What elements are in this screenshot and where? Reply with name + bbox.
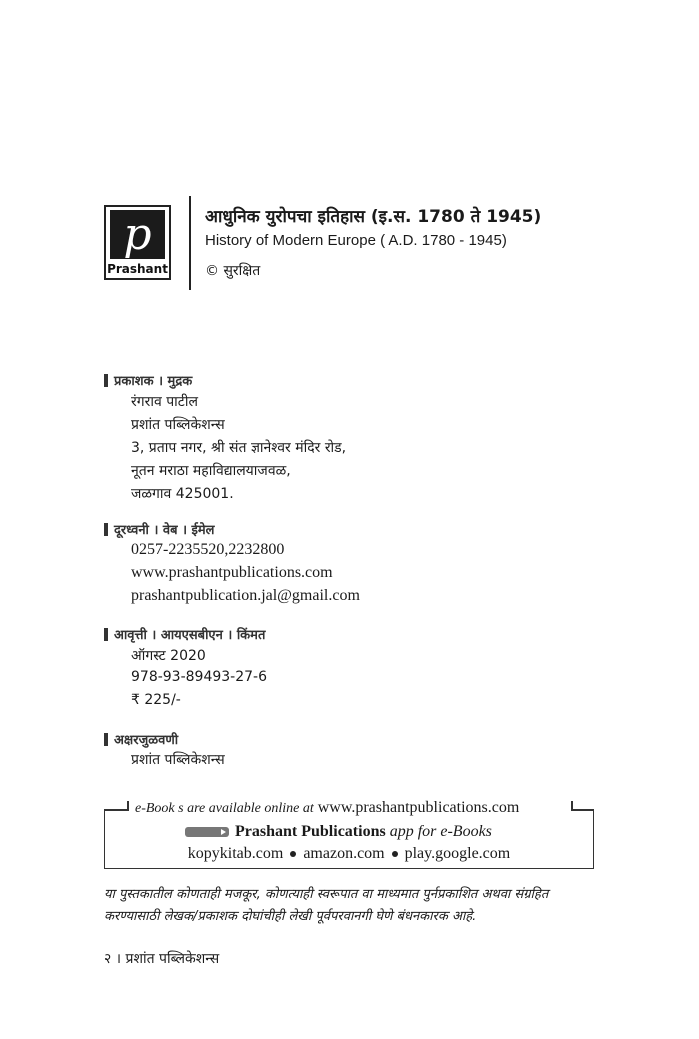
email-link[interactable]: prashantpublication.jal@gmail.com bbox=[131, 587, 360, 604]
ebook-app-text: app for e-Books bbox=[389, 823, 492, 840]
edition-heading bbox=[104, 625, 265, 643]
publisher-line: नूतन मराठा महाविद्यालयाजवळ, bbox=[131, 463, 291, 479]
section-marker bbox=[104, 374, 108, 387]
ebook-stores-line bbox=[104, 845, 594, 863]
store-link[interactable]: play.google.com bbox=[404, 845, 511, 862]
section-marker bbox=[104, 523, 108, 536]
bullet-icon bbox=[290, 851, 296, 857]
publisher-logo bbox=[104, 205, 171, 280]
ebook-brand: Prashant Publications bbox=[235, 823, 386, 840]
ebook-app-line bbox=[185, 823, 492, 841]
logo-wordmark: Prashant bbox=[107, 262, 168, 276]
copyright-notice: © सुरक्षित bbox=[205, 263, 261, 279]
publisher-line: प्रशांत पब्लिकेशन्स bbox=[131, 417, 225, 433]
store-link[interactable]: kopykitab.com bbox=[187, 845, 284, 862]
section-marker bbox=[104, 628, 108, 641]
typesetting-heading-text: अक्षरजुळवणी bbox=[114, 733, 179, 748]
publisher-line: 3, प्रताप नगर, श्री संत ज्ञानेश्वर मंदिर रोड, bbox=[131, 440, 347, 456]
header-divider bbox=[189, 196, 191, 290]
edition-date: ऑगस्ट 2020 bbox=[131, 648, 206, 664]
publisher-line: जळगाव 425001. bbox=[131, 486, 234, 502]
store-link[interactable]: amazon.com bbox=[303, 845, 385, 862]
page-footer: २ । प्रशांत पब्लिकेशन्स bbox=[104, 951, 220, 967]
ebook-intro-text: e-Book s are available online at bbox=[135, 801, 314, 816]
price: ₹ 225/- bbox=[131, 692, 181, 708]
contact-heading-text: दूरध्वनी । वेब । ईमेल bbox=[114, 523, 215, 538]
copyright-disclaimer: या पुस्तकातील कोणताही मजकूर, कोणत्याही स्वरूपात वा माध्यमात पुर्नप्रकाशित अथवा संग्रहित करण्यासाठी लेखक/प्रकाशक दोघांचीही लेखी पूर्वपरवानगी घेणे बंधनकारक आहे. bbox=[104, 887, 549, 924]
publisher-line: रंगराव पाटील bbox=[131, 394, 198, 410]
publisher-heading bbox=[104, 371, 192, 389]
isbn-number: 978-93-89493-27-6 bbox=[131, 669, 268, 685]
book-title-marathi: आधुनिक युरोपचा इतिहास (इ.स. 1780 ते 1945) bbox=[205, 207, 542, 227]
box-border-segment bbox=[104, 809, 128, 811]
box-border-segment bbox=[571, 809, 594, 811]
book-title-english: History of Modern Europe ( A.D. 1780 - 1945) bbox=[205, 232, 507, 249]
edition-heading-text: आवृत्ती । आयएसबीएन । किंमत bbox=[114, 628, 266, 643]
download-badge-icon[interactable] bbox=[185, 827, 229, 837]
box-border-tick bbox=[127, 801, 129, 811]
typesetting-value: प्रशांत पब्लिकेशन्स bbox=[131, 752, 225, 768]
phone-number: 0257-2235520,2232800 bbox=[131, 541, 285, 558]
ebook-url[interactable]: www.prashantpublications.com bbox=[317, 799, 520, 816]
ebook-availability-line bbox=[135, 799, 565, 817]
bullet-icon bbox=[392, 851, 398, 857]
box-border-tick bbox=[571, 801, 573, 811]
website-link[interactable]: www.prashantpublications.com bbox=[131, 564, 333, 581]
contact-heading bbox=[104, 520, 215, 538]
typesetting-heading bbox=[104, 730, 178, 748]
publisher-heading-text: प्रकाशक । मुद्रक bbox=[114, 374, 193, 389]
logo-mark: p bbox=[110, 210, 165, 259]
section-marker bbox=[104, 733, 108, 746]
